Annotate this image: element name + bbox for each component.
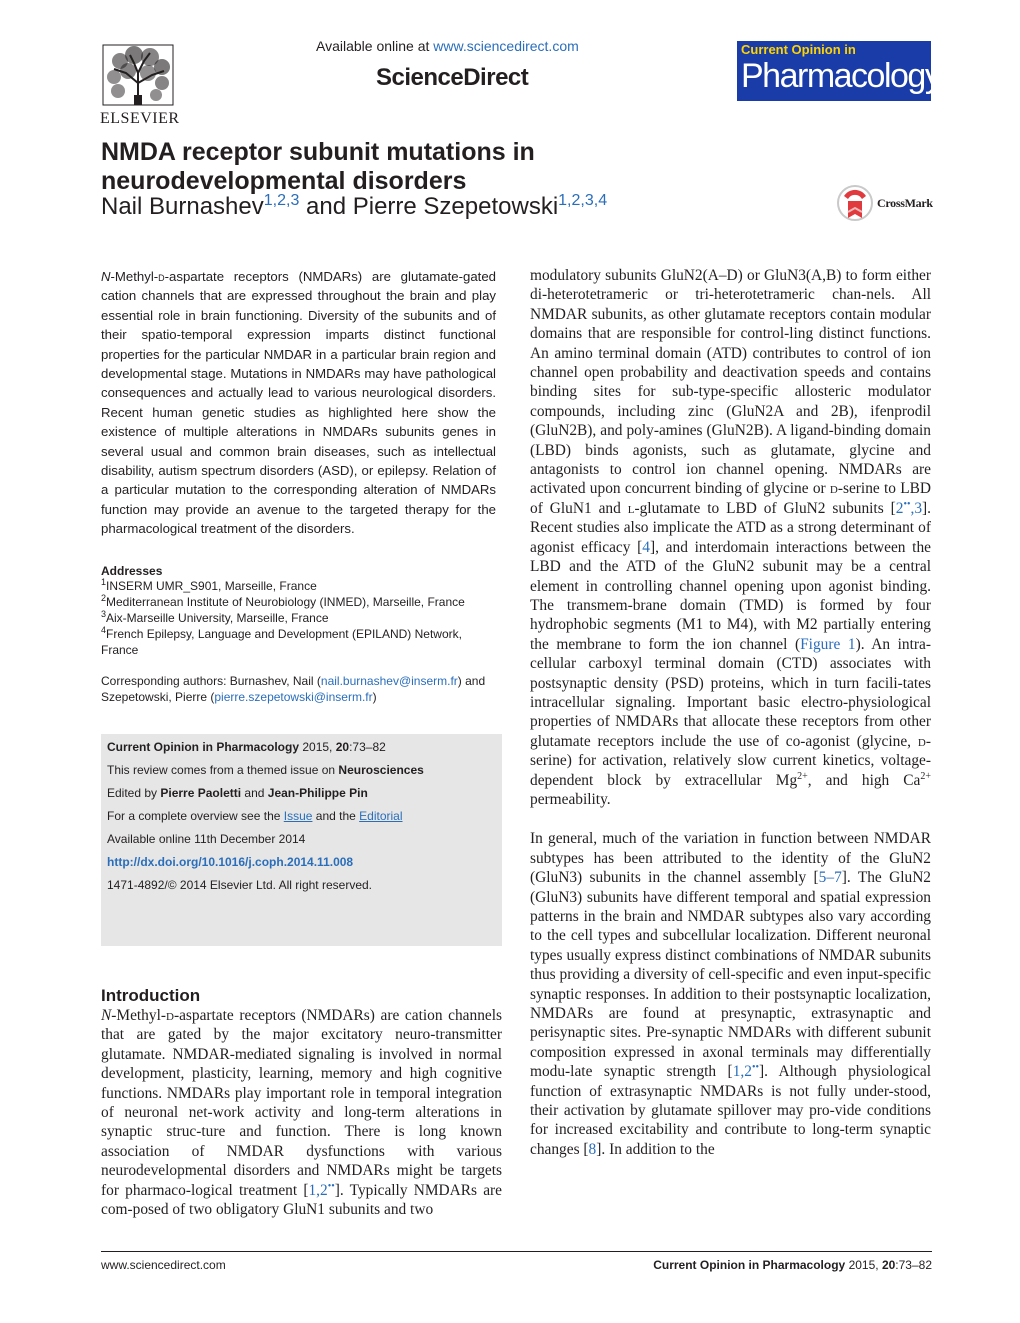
corresponding-mid: ) and Szepetowski, Pierre ( — [101, 674, 486, 704]
citation-link[interactable]: 4 — [642, 538, 650, 556]
available-online — [316, 38, 579, 54]
footer-pages: :73–82 — [895, 1258, 932, 1272]
text-run: -glutamate to LBD of GluN2 subunits [ — [634, 499, 896, 517]
citation-volume: 20 — [335, 740, 350, 754]
footer-year: 2015, — [845, 1258, 882, 1272]
citation-mark: •• — [751, 1062, 759, 1074]
themed-prefix: This review comes from a themed issue on — [107, 763, 339, 777]
intro-paragraph — [101, 1006, 502, 1219]
footer-volume: 20 — [881, 1258, 896, 1272]
body-paragraph-1 — [530, 266, 931, 809]
abstract — [101, 267, 496, 539]
abstract-text-1: -Methyl- — [110, 269, 159, 284]
citation-mark: •• — [327, 1180, 335, 1192]
footer-journal: Current Opinion in Pharmacology — [653, 1258, 846, 1272]
overview-prefix: For a complete overview see the — [107, 809, 284, 823]
citation-journal: Current Opinion in Pharmacology — [107, 740, 300, 754]
intro-text-1: -Methyl- — [111, 1007, 166, 1024]
corresponding-suffix: ) — [372, 690, 377, 704]
themed-issue-line — [107, 763, 424, 777]
edited-and: and — [241, 786, 268, 800]
address-text: INSERM UMR_S901, Marseille, France — [106, 579, 317, 593]
text-run: ]. The GluN2 (GluN3) subunits have different temporal and spatial expression patterns in the brain and NMDAR subtypes also vary according to the cell types and subcellular localization. Different neuronal types usually express distinct combinations of NMDAR subunits thus providing a diversity of cell-specific and even input-specific synaptic responses. In addition to their postsynaptic localization, NMDARs are found at presynaptic, extrasynaptic and perisynaptic sites. Pre-synaptic NMDARs with different subunit composition expressed in axonal terminals may differentially modu-late synaptic strength [ — [530, 869, 932, 1081]
author-line — [101, 193, 607, 221]
editor-1: Pierre Paoletti — [160, 786, 242, 800]
text-run: l — [627, 499, 635, 517]
citation-link[interactable]: 5–7 — [818, 869, 842, 887]
citation-link[interactable]: 1,2 — [732, 1063, 752, 1081]
corresponding-authors — [101, 673, 506, 705]
crossmark-badge[interactable] — [836, 184, 936, 224]
text-run: permeability. — [530, 790, 611, 808]
citation-year: 2015, — [299, 740, 336, 754]
text-run: In general, much of the variation in function between NMDAR subtypes has been attributed to the identity of the GluN2 (GluN3) subunits in the channel assembly [ — [530, 830, 931, 887]
text-run: ]. Recent studies also implicate the ATD as a strong determinant of agonist efficacy [ — [530, 499, 931, 556]
footer-divider — [101, 1251, 932, 1252]
article-info-box — [101, 734, 502, 946]
journal-logo-line1: Current Opinion in — [741, 42, 856, 57]
editorial-link[interactable]: Editorial — [359, 809, 403, 823]
edited-prefix: Edited by — [107, 786, 161, 800]
address-number: 2 — [101, 593, 107, 603]
address-item — [101, 594, 496, 610]
introduction-heading: Introduction — [101, 986, 201, 1005]
crossmark-icon — [836, 184, 876, 224]
footer-website[interactable]: www.sciencedirect.com — [101, 1258, 226, 1272]
doi-link[interactable]: http://dx.doi.org/10.1016/j.coph.2014.11.008 — [107, 855, 354, 869]
address-item — [101, 578, 496, 594]
abstract-d: d — [158, 269, 165, 284]
text-run: d — [829, 480, 838, 498]
superscript: 2+ — [920, 770, 931, 782]
author-2-affiliations[interactable]: 1,2,3,4 — [558, 192, 608, 209]
text-run: , and high Ca — [807, 771, 921, 789]
address-text: Aix-Marseille University, Marseille, France — [106, 611, 329, 625]
text-run: ], and interdomain interactions between the LBD and the ATD of the GluN2 subunit may be a central element in controlling channel opening upon agonist binding. The transmem-brane domain (TMD) is formed by four hydrophobic segments (M1 to M4), with M2 partially entering the membrane to form the ion channel ( — [530, 538, 931, 653]
editors-line — [107, 786, 368, 800]
themed-topic: Neurosciences — [338, 763, 424, 777]
abstract-text-2: -aspartate receptors (NMDARs) are glutamate-gated cation channels that are expressed throughout the brain and play essential role in brain functioning. Diversity of the subunits and of their spatio-temporal expression imparts distinct functional properties for the particular NMDAR in a particular brain region and developmental stage. Mutations in NMDARs may have pathological consequences and actually lead to various neurological disorders. Recent human genetic studies as highlighted here show the existence of multiple alterations in NMDARs subunits genes in several usual and common brain diseases, such as intellectual disability, autism spectrum disorders (ASD), or epilepsy. Relation of a particular mutation to the corresponding alteration of NMDARs function may provide an avenue to the targeted therapy for the pharmacological treatment of the disorders. — [101, 269, 496, 537]
issue-link[interactable]: Issue — [283, 809, 313, 823]
intro-lead: N — [101, 1007, 112, 1024]
text-run: ]. In addition to the — [596, 1140, 715, 1158]
corresponding-prefix: Corresponding authors: Burnashev, Nail ( — [101, 674, 321, 688]
email-link-2[interactable]: pierre.szepetowski@inserm.fr — [214, 690, 373, 704]
issn-copyright: 1471-4892/© 2014 Elsevier Ltd. All right reserved. — [107, 878, 372, 892]
overview-line — [107, 809, 403, 823]
figure-link[interactable]: Figure 1 — [800, 635, 856, 653]
text-run: ). An intra-cellular carboxyl terminal domain (CTD) associates with postsynaptic density (PSD) proteins, which in turn facili-tates intracellular signaling. Important basic electro-physiological properties of NMDARs that allocate these receptors from other glutamate receptors include the use of co-agonist (glycine, — [530, 635, 931, 750]
sciencedirect-link[interactable]: www.sciencedirect.com — [433, 38, 579, 54]
introduction-text — [101, 1006, 502, 1219]
citation-link[interactable]: 1,2 — [308, 1181, 328, 1199]
address-number: 1 — [101, 577, 107, 587]
author-1: Nail Burnashev — [101, 193, 264, 220]
body-paragraph-2 — [530, 829, 931, 1159]
citation-line — [107, 740, 386, 754]
editor-2: Jean-Philippe Pin — [267, 786, 368, 800]
citation-mark: •• — [903, 498, 911, 510]
available-prefix: Available online at — [316, 38, 434, 54]
citation-link[interactable]: ,3 — [910, 499, 923, 517]
footer-citation — [653, 1258, 932, 1272]
crossmark-label: CrossMark — [877, 196, 933, 210]
article-title: NMDA receptor subunit mutations in neurodevelopmental disorders — [101, 138, 535, 195]
address-item — [101, 610, 496, 626]
citation-pages: :73–82 — [349, 740, 386, 754]
citation-link[interactable]: 8 — [588, 1140, 597, 1158]
author-2: Pierre Szepetowski — [352, 193, 559, 220]
addresses-heading: Addresses — [101, 564, 163, 578]
address-text: Mediterranean Institute of Neurobiology (INMED), Marseille, France — [106, 595, 465, 609]
publisher-name: ELSEVIER — [100, 110, 180, 127]
intro-d: d — [165, 1007, 174, 1024]
abstract-lead: N — [101, 269, 111, 284]
elsevier-logo — [100, 43, 180, 128]
available-date: Available online 11th December 2014 — [107, 832, 306, 846]
journal-logo-line2: Pharmacology — [741, 57, 941, 95]
addresses-list — [101, 578, 496, 658]
intro-text-3: ]. Typically NMDARs are com-posed of two obligatory GluN1 subunits and two — [101, 1181, 502, 1219]
sciencedirect-brand: ScienceDirect — [376, 64, 529, 91]
text-run: -serine to LBD of GluN1 and — [530, 480, 932, 517]
journal-logo — [737, 41, 941, 101]
email-link-1[interactable]: nail.burnashev@inserm.fr — [320, 674, 458, 688]
intro-text-2: -aspartate receptors (NMDARs) are cation channels that are gated by the major excitatory neuro-transmitter glutamate. NMDAR-mediated signaling is involved in normal development, plasticity, learning, memory and high cognitive functions. NMDARs play important role in temporal integration of neuronal net-work activity and long-term alterations in synaptic struc-ture and function. There is long known association of NMDAR dysfunctions with various neurodevelopmental disorders and NMDARs might be targets for pharmaco-logical treatment [ — [101, 1007, 502, 1199]
address-item — [101, 626, 496, 658]
author-1-affiliations[interactable]: 1,2,3 — [263, 192, 300, 209]
superscript: 2+ — [797, 770, 808, 782]
overview-mid: and the — [312, 809, 360, 823]
right-column-text — [530, 266, 931, 1159]
text-run: modulatory subunits GluN2(A–D) or GluN3(A,B) to form either di-heterotetrameric or tri-heterotetrameric chan-nels. All NMDAR subunits, as other glutamate receptors contain modular domains that are responsible for control-ling distinct functions. An amino terminal domain (ATD) contributes to control of ion channel open probability and deactivation speeds and contains binding sites for sub-type-specific allosteric modulator compounds, including zinc (GluN2A and 2B), ifenprodil (GluN2B), and poly-amines (GluN2B). A ligand-binding domain (LBD) binds agonists, such as glutamate, glycine and antagonists to control ion channel opening. NMDARs are activated upon concurrent binding of glycine or — [530, 267, 931, 498]
address-number: 4 — [101, 625, 107, 635]
text-run: -serine) for activation, relatively slow current kinetics, voltage-dependent block by extracellular Mg — [530, 732, 931, 789]
address-text: French Epilepsy, Language and Development (EPILAND) Network, France — [101, 627, 462, 657]
text-run: ]. Although physiological function of extrasynaptic NMDARs is not fully under-stood, their activation by glutamate spillover may pro-vide conditions for increased excitability and contribute to long-term synaptic changes [ — [530, 1063, 931, 1158]
text-run: d — [917, 732, 926, 750]
address-number: 3 — [101, 609, 107, 619]
author-and: and — [299, 193, 353, 220]
citation-link[interactable]: 2 — [895, 499, 904, 517]
